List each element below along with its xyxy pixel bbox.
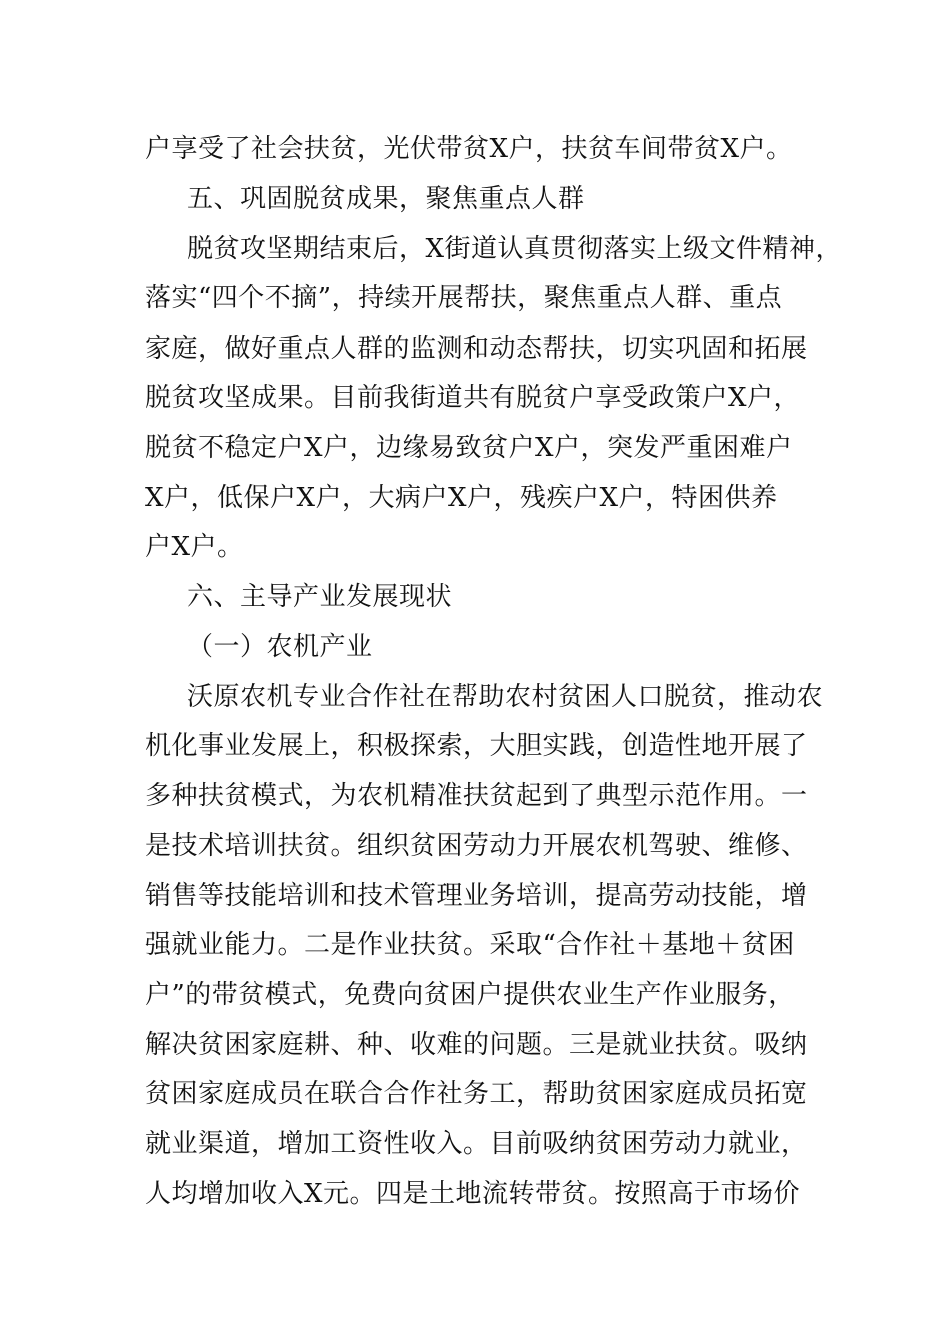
paragraph-line: 户X户。: [145, 532, 244, 562]
section-heading-6: 六、主导产业发展现状: [187, 582, 453, 612]
paragraph-line: 贫困家庭成员在联合合作社务工，帮助贫困家庭成员拓宽: [145, 1079, 808, 1109]
paragraph-line: 多种扶贫模式，为农机精准扶贫起到了典型示范作用。一: [145, 781, 808, 811]
paragraph-line: 是技术培训扶贫。组织贫困劳动力开展农机驾驶、维修、: [145, 831, 808, 861]
paragraph-line: 人均增加收入X元。四是土地流转带贫。按照高于市场价: [145, 1179, 801, 1209]
paragraph-line: 脱贫攻坚成果。目前我街道共有脱贫户享受政策户X户，: [145, 383, 801, 413]
section-heading-5: 五、巩固脱贫成果，聚焦重点人群: [187, 184, 585, 214]
paragraph-line: 户享受了社会扶贫，光伏带贫X户，扶贫车间带贫X户。: [145, 134, 793, 164]
paragraph-line: 强就业能力。二是作业扶贫。采取“合作社＋基地＋贫困: [145, 930, 795, 960]
paragraph-line: 户”的带贫模式，免费向贫困户提供农业生产作业服务，: [145, 980, 795, 1010]
paragraph-line: 就业渠道，增加工资性收入。目前吸纳贫困劳动力就业，: [145, 1129, 808, 1159]
subsection-heading: （一）农机产业: [187, 632, 373, 662]
paragraph-line: 解决贫困家庭耕、种、收难的问题。三是就业扶贫。吸纳: [145, 1030, 808, 1060]
paragraph-line: 脱贫攻坚期结束后，X街道认真贯彻落实上级文件精神，: [187, 234, 843, 264]
paragraph-line: 家庭，做好重点人群的监测和动态帮扶，切实巩固和拓展: [145, 334, 808, 364]
paragraph-line: 落实“四个不摘”，持续开展帮扶，聚焦重点人群、重点: [145, 283, 783, 313]
paragraph-line: 机化事业发展上，积极探索，大胆实践，创造性地开展了: [145, 731, 808, 761]
paragraph-line: 销售等技能培训和技术管理业务培训，提高劳动技能，增: [145, 881, 808, 911]
paragraph-line: 脱贫不稳定户X户，边缘易致贫户X户，突发严重困难户: [145, 433, 793, 463]
paragraph-line: 沃原农机专业合作社在帮助农村贫困人口脱贫，推动农: [187, 682, 824, 712]
paragraph-line: X户，低保户X户，大病户X户，残疾户X户，特困供养: [145, 483, 778, 513]
